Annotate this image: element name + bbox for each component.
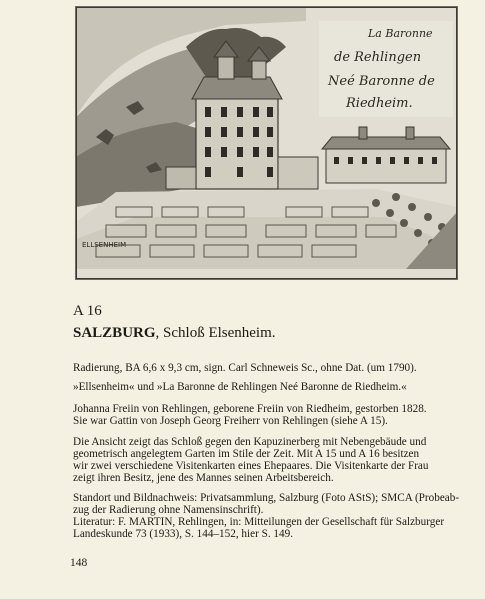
inscription-line-2: de Rehlingen xyxy=(334,50,422,65)
sources-line-3: Literatur: F. MARTIN, Rehlingen, in: Mitteilungen der Gesellschaft für Salzburger xyxy=(73,516,445,528)
sources-line-4: Landeskunde 73 (1933), S. 144–152, hier S. 149. xyxy=(73,528,293,540)
persons-line-2: Sie war Gattin von Joseph Georg Freiherr von Rehlingen (siehe A 15). xyxy=(73,415,388,427)
inscription-line-3: Neé Baronne de xyxy=(328,74,435,89)
sources-paragraph xyxy=(73,492,460,540)
catalog-number: A 16 xyxy=(73,303,102,319)
description-line-3: wir zwei verschiedene Visitenkarten eines Ehepaares. Die Visitenkarte der Frau xyxy=(73,460,429,472)
sources-line-1: Standort und Bildnachweis: Privatsammlung, Salzburg (Foto AStS); SMCA (Probeab- xyxy=(73,492,460,504)
sources-line-2: zug der Radierung ohne Namensinschrift). xyxy=(73,504,264,516)
inscriptions-paragraph xyxy=(73,381,453,393)
persons-line-1: Johanna Freiin von Rehlingen, geborene Freiin von Riedheim, gestorben 1828. xyxy=(73,403,427,415)
entry-subject: , Schloß Elsenheim. xyxy=(155,325,276,341)
plate-caption: ELLSENHEIM xyxy=(82,241,127,249)
technique-line: Radierung, BA 6,6 x 9,3 cm, sign. Carl Schneweis Sc., ohne Dat. (um 1790). xyxy=(73,362,417,374)
entry-place: SALZBURG xyxy=(73,325,156,341)
inscription-line-1: La Baronne xyxy=(368,27,433,40)
entry-heading xyxy=(73,325,276,342)
etching-drawing xyxy=(76,7,457,279)
etching-illustration xyxy=(75,6,458,280)
persons-paragraph xyxy=(73,403,453,427)
description-line-4: zeigt ihren Besitz, jene des Mannes seinen Arbeitsbereich. xyxy=(73,472,334,484)
technique-paragraph xyxy=(73,362,453,374)
inscriptions-line: »Ellsenheim« und »La Baronne de Rehlingen Neé Baronne de Riedheim.« xyxy=(73,381,407,393)
inscription-line-4: Riedheim. xyxy=(346,96,413,111)
description-paragraph xyxy=(73,436,453,484)
description-line-1: Die Ansicht zeigt das Schloß gegen den Kapuzinerberg mit Nebengebäude und xyxy=(73,436,427,448)
page-number: 148 xyxy=(70,557,88,569)
description-line-2: geometrisch angelegtem Garten im Stile der Zeit. Mit A 15 und A 16 besitzen xyxy=(73,448,420,460)
